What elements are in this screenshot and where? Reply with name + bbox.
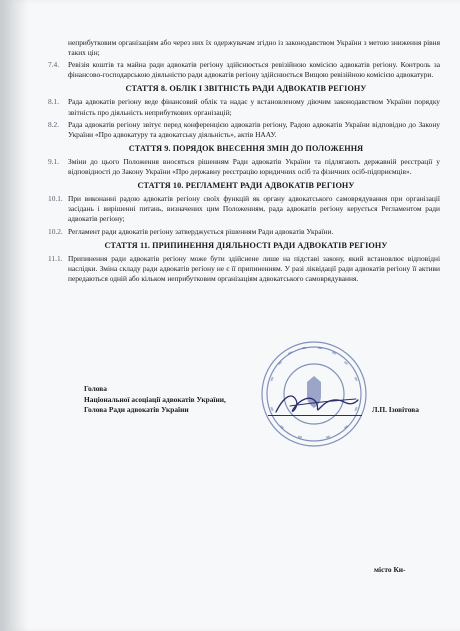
paragraph-text: Ревізія коштів та майна ради адвокатів регіону здійснюється ревізійною комісією адвокатів регіону. Контроль за фінансово-господарською діяльністю ради адвокатів регіону здійснюється Вищою ревізійною комісією адвокатури. [68,60,440,80]
paragraph-number: 10.1. [48,194,63,204]
paragraph-text: Припинення ради адвокатів регіону може бути здійснене лише на підставі закону, який встановлює відповідні наслідки. Зміна складу ради адвокатів регіону не є її припиненням. У разі ліквідації ради адвокатів регіону її активи передаються одній або кільком неприбутковим організаціям адвокатського самоврядування. [68,253,440,283]
paragraph-text: При виконанні радою адвокатів регіону своїх функцій як органу адвокатського самоврядування при організації засідань і вирішенні питань, визначених цим Положенням, рада адвокатів регіону керується Регламентом ради адвокатів регіону; [68,194,440,224]
document-body [48,38,440,286]
article-8-heading: СТАТТЯ 8. ОБЛІК І ЗВІТНІСТЬ РАДИ АДВОКАТІВ РЕГІОНУ [125,84,367,94]
paragraph-text: Рада адвокатів регіону веде фінансовий облік та надає у встановленому діючим законодавством України порядку звітність про діяльність неприбуткових організацій; [68,97,440,117]
signatory-title: Голова [84,384,107,393]
page-footer-text: місто Ки- [374,565,406,574]
paragraph-9-1 [48,156,440,177]
paragraph-text: Рада адвокатів регіону звітує перед конференцією адвокатів регіону, Радою адвокатів України відповідно до Закону України «Про адвокатуру та адвокатську діяльність», актів НААУ. [68,119,440,139]
paragraph-number: 9.1. [48,156,60,166]
paragraph-10-2 [48,226,440,237]
article-10-heading: СТАТТЯ 10. РЕГЛАМЕНТ РАДИ АДВОКАТІВ РЕГІОНУ [137,181,355,191]
paragraph-number: 8.2. [48,119,60,129]
paragraph-number: 7.4. [48,60,60,70]
paragraph-7-4 [48,60,440,80]
paragraph-11-1 [48,253,440,284]
article-11-heading: СТАТТЯ 11. ПРИПИНЕННЯ ДІЯЛЬНОСТІ РАДИ АДВОКАТІВ РЕГІОНУ [104,240,388,250]
paragraph-number: 11.1. [48,253,63,263]
paragraph-10-1 [48,194,440,224]
signatory-organization: Національної асоціації адвокатів України, [84,394,226,404]
signatory-name: Л.П. Ізовітова [372,405,419,414]
paragraph-cont [52,38,440,58]
paragraph-number: 8.1. [48,97,60,107]
paragraph-text: Регламент ради адвокатів регіону затверджується рішенням Ради адвокатів України. [68,226,334,236]
article-9-heading: СТАТТЯ 9. ПОРЯДОК ВНЕСЕННЯ ЗМІН ДО ПОЛОЖЕННЯ [128,143,364,153]
binding-shadow [0,0,28,631]
paragraph-number: 10.2. [48,226,63,236]
signatory-position: Голова Ради адвокатів України [84,405,189,414]
paragraph-text: неприбутковим організаціям або через них їх одержувачам згідно із законодавством України з метою зниження рівня таких цін; [68,38,440,58]
paragraph-8-1 [48,97,440,117]
paragraph-text: Зміни до цього Положення вносяться рішенням Ради адвокатів України та підлягають державній реєстрації у відповідності до Закону України «Про державну реєстрацію юридичних осіб та фізичних осіб-підприємців». [68,156,440,177]
paragraph-8-2 [48,119,440,140]
signature-line [268,415,362,416]
